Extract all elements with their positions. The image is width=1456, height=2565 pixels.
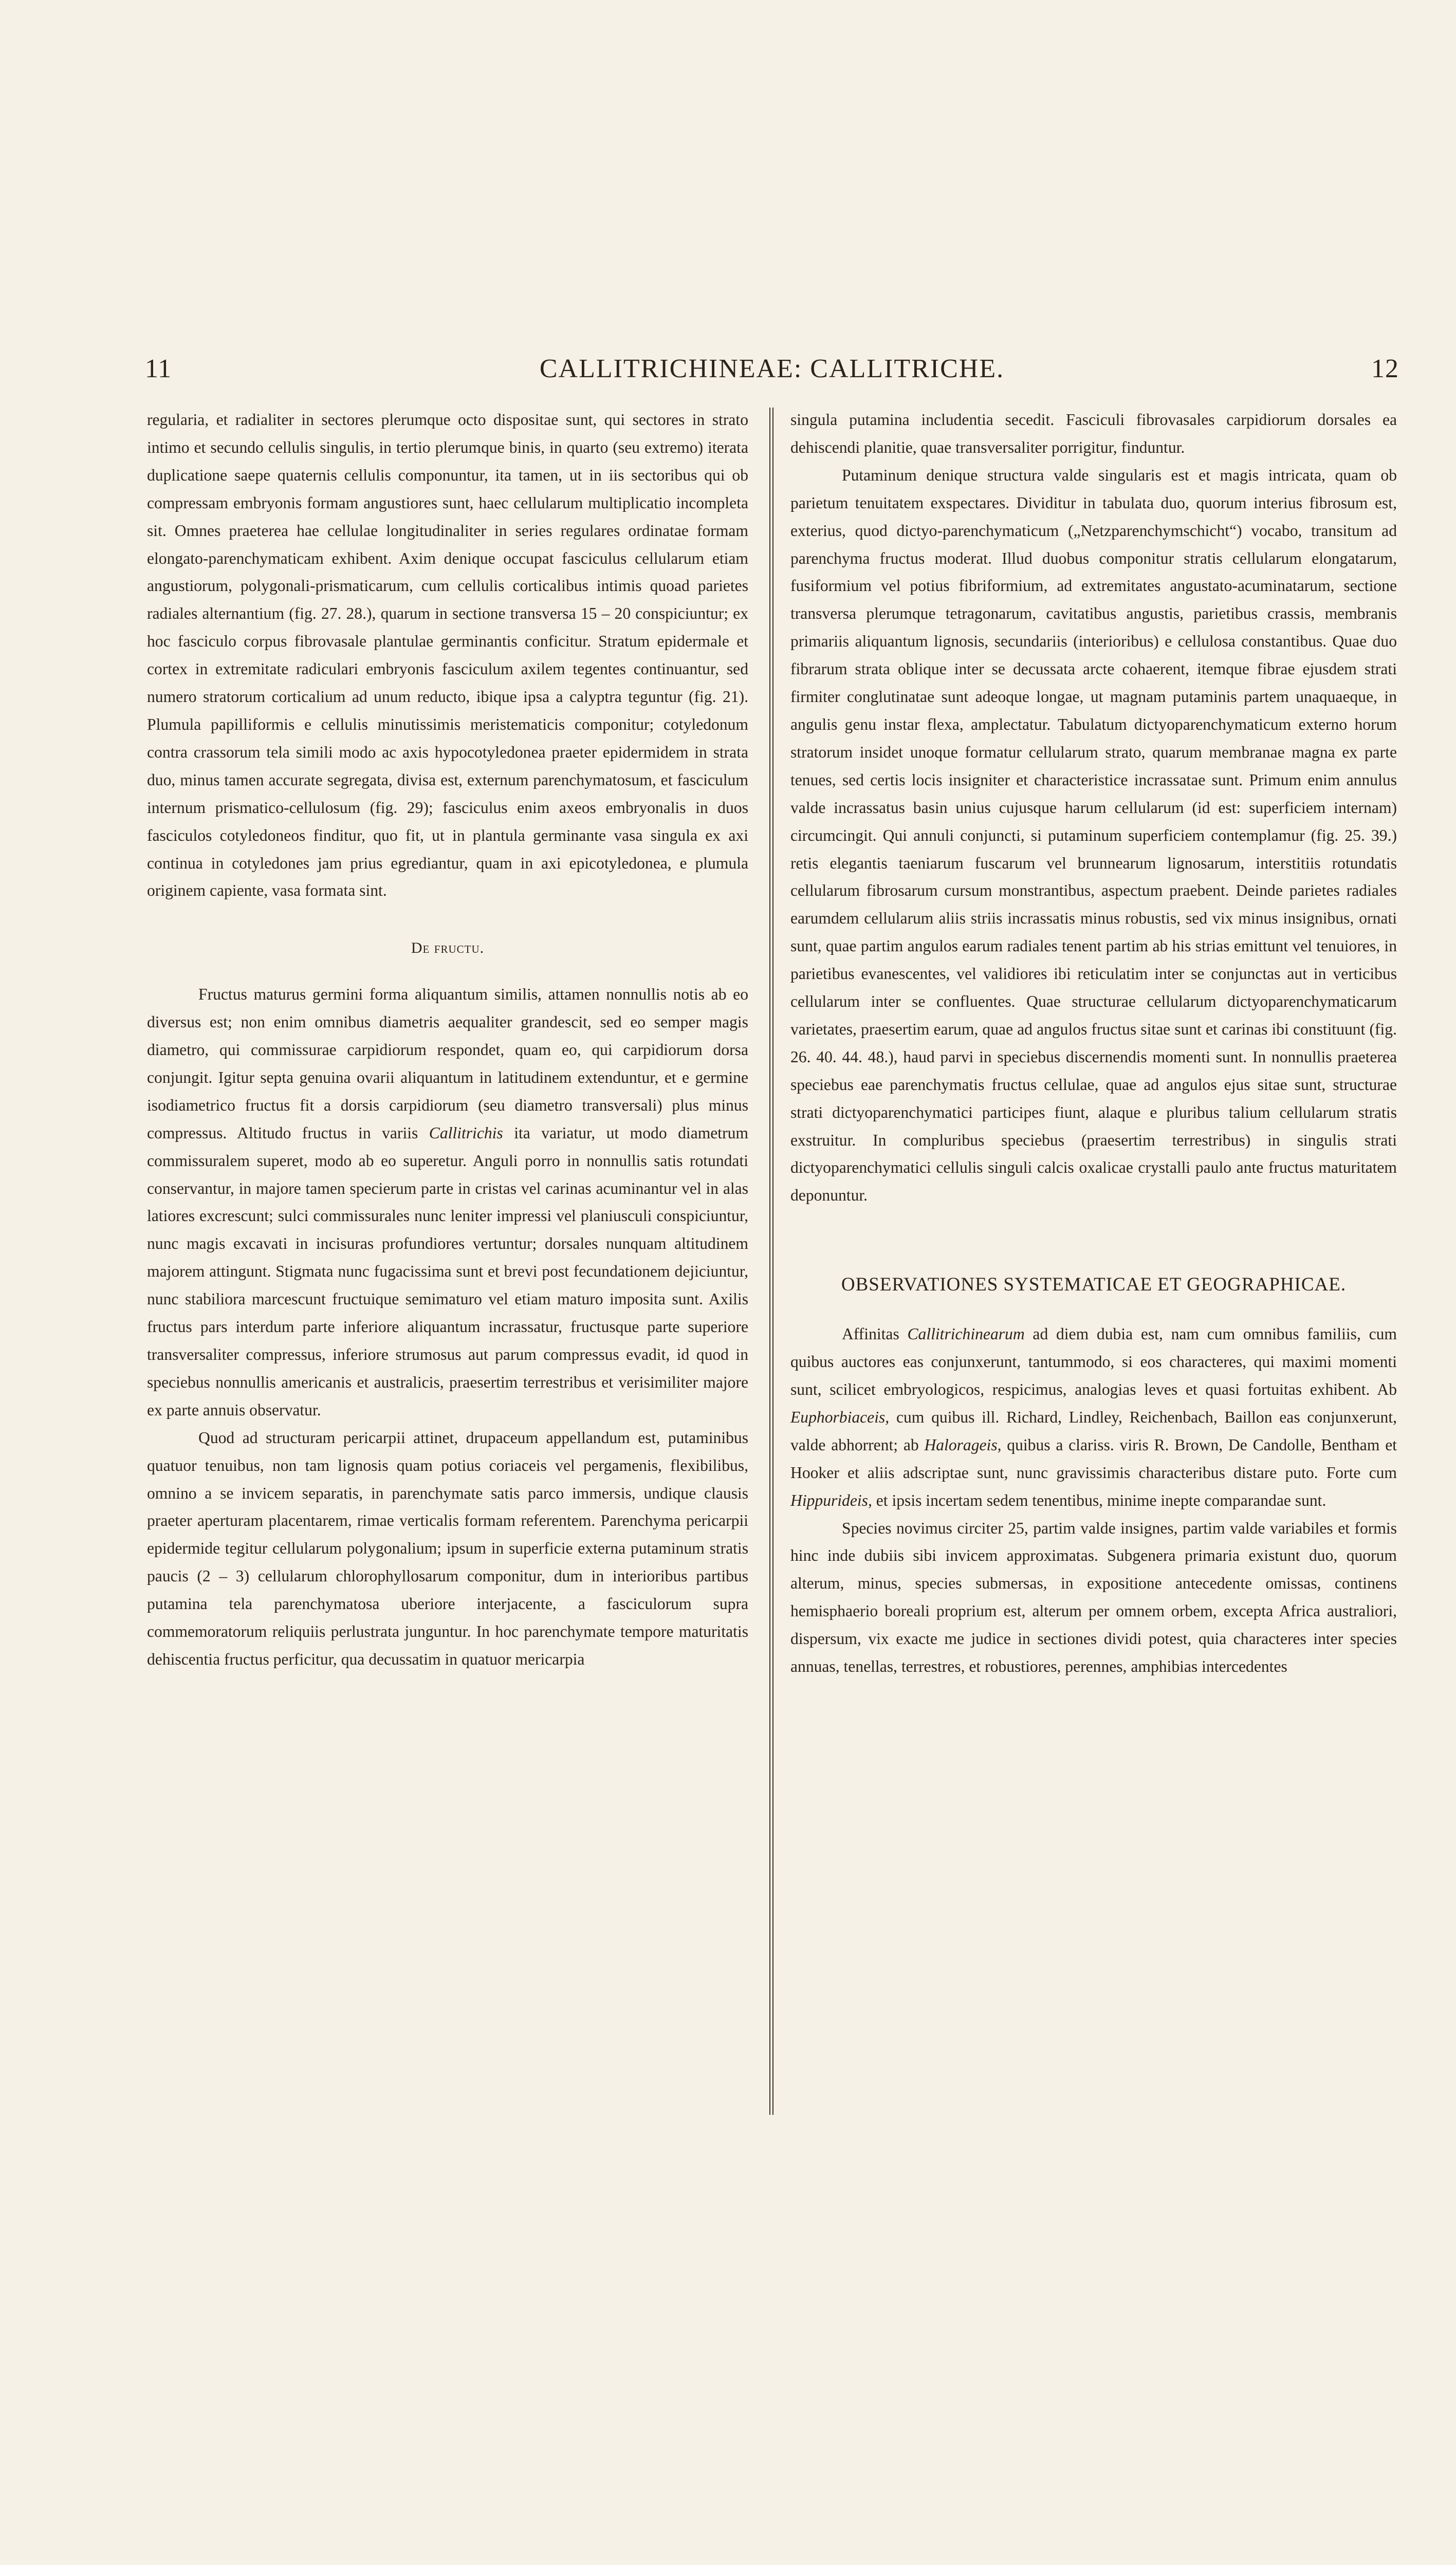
section-heading-observationes: OBSERVATIONES SYSTEMATICAE ET GEOGRAPHICAE. [841, 1274, 1347, 1296]
paragraph-affinitas [790, 1320, 1397, 1514]
text-run: Fructus maturus germini forma aliquantum similis, attamen nonnullis notis ab eo diversus est; non enim omnibus diametris aequaliter grandescit, sed eo semper magis diametro, qui commissurae carpidiorum respondet, quam eo, qui carpidiorum dorsa conjungit. Igitur septa genuina ovarii aliquantum in latitudinem extenduntur, et e germine isodiametrico fructus fit a dorsis carpidiorum (seu diametro transversali) plus minus compressus. Altitudo fructus in variis [147, 985, 748, 1142]
text-run: quibus a clariss. viris R. Brown, De Candolle, Bentham et Hooker et aliis adscriptae sunt, nunc gravissimis characteribus distare puto. Forte cum [790, 1435, 1397, 1482]
page-number-right: 12 [1371, 354, 1399, 383]
text-run: et ipsis incertam sedem tenentibus, minime inepte comparandae sunt. [872, 1491, 1326, 1509]
column-divider [769, 408, 773, 2115]
text-run: ad diem dubia est, nam cum omnibus familiis, cum quibus auctores eas conjunxerunt, tantummodo, si eos characteres, qui maximi momenti sunt, scilicet embryologicos, respicimus, analogias leves et quasi fortuitas exhibent. Ab [790, 1325, 1397, 1398]
left-column [147, 406, 748, 1673]
running-title: CALLITRICHINEAE: CALLITRICHE. [539, 354, 1005, 383]
paragraph-embryo-structure: regularia, et radialiter in sectores plerumque octo dispositae sunt, qui sectores in strato intimo et secundo cellulis singulis, in tertio plerumque binis, in quarto (seu extremo) iterata duplicatione saepe quaternis cellulis componuntur, ita tamen, ut in iis sectoribus qui ob compressam embryonis formam angustiores sunt, haec cellularum multiplicatio incompleta sit. Omnes praeterea hae cellulae longitudinaliter in series regulares ordinatae formam elongato-parenchymaticam exhibent. Axim denique occupat fasciculus cellularum etiam angustiorum, polygonali-prismaticarum, cum cellulis corticalibus intimis quoad parietes radiales alternantium (fig. 27. 28.), quarum in sectione transversa 15 – 20 conspiciuntur; ex hoc fasciculo corpus fibrovasale plantulae germinantis conficitur. Stratum epidermale et cortex in extremitate radiculari embryonis fasciculum axilem tegentes continuantur, sed numero stratorum corticalium ad unum reducto, ibique ipsa a calyptra teguntur (fig. 21). Plumula papilliformis e cellulis minutissimis meristematicis componitur; cotyledonum contra crassorum tela simili modo ac axis hypocotyledonea praeter epidermidem in strata duo, minus tamen accurate segregata, divisa est, externum parenchymatosum, et fasciculum internum prismatico-cellulosum (fig. 29); fasciculus enim axeos embryonalis in duos fasciculos cotyledoneos finditur, quo fit, ut in plantula germinante vasa singula ex axi continua in cotyledones jam prius egrediantur, quam in axi epicotyledonea, e plumula originem capiente, vasa formata sint. [147, 411, 748, 900]
section-heading-de-fructu: De fructu. [411, 939, 485, 957]
italic-taxon: Halorageis, [924, 1435, 1002, 1454]
italic-taxon: Hippurideis, [790, 1491, 872, 1509]
paragraph-mericarpia: singula putamina includentia secedit. Fasciculi fibrovasales carpidiorum dorsales ea dehiscendi planitie, quae transversaliter porrigitur, finduntur. [790, 411, 1397, 456]
text-run: Affinitas [842, 1325, 908, 1343]
italic-taxon: Euphorbiaceis, [790, 1408, 890, 1426]
paragraph-putamina: Putaminum denique structura valde singularis est et magis intricata, quam ob parietum tenuitatem exspectares. Dividitur in tabulata duo, quorum interius fibrosum est, exterius, quod dictyo-parenchymaticum („Netzparenchymschicht“) vocabo, transitum ad parenchyma fructus moderat. Illud duobus componitur stratis cellularum elongatarum, fusiformium vel potius fibriformium, ad extremitates angustato-acuminatarum, sectione transversa plerumque tetragonarum, cavitatibus angustis, parietibus crassis, membranis primariis aliquantum lignosis, secundariis (interioribus) e cellulosa constantibus. Quae duo fibrarum strata oblique inter se decussata arcte cohaerent, itemque fibrae ejusdem strati firmiter conglutinatae sunt adeoque longae, ut magnam putaminis partem unaquaeque, in angulis genu instar flexa, amplectatur. Tabulatum dictyoparenchymaticum externo horum stratorum insidet unoque formatur cellularum strato, quarum membranae magna ex parte tenues, sed certis locis insigniter et characteristice incrassatae sunt. Primum enim annulus valde incrassatus basin unius cujusque harum cellularum (id est: superficiem internam) circumcingit. Qui annuli conjuncti, si putaminum superficiem contemplamur (fig. 25. 39.) retis elegantis taeniarum fuscarum vel brunnearum lignosarum, interstitiis rotundatis cellularum fibrosarum cursum monstrantibus, aspectum praebent. Deinde parietes radiales earumdem cellularum aliis striis incrassatis minus robustis, sed vix minus insignibus, ornati sunt, quae partim angulos earum radiales tenent partim ab his strias emittunt vel tenuiores, in parietibus evanescentes, vel validiores ibi reticulatim inter se conjunctas aut in verticibus cellularum inter se confluentes. Quae structurae cellularum dictyoparenchymaticarum varietates, praesertim earum, quae ad angulos fructus sitae sunt et carinas ibi constituunt (fig. 26. 40. 44. 48.), haud parvi in speciebus discernendis momenti sunt. In nonnullis praeterea speciebus eae parenchymatis fructus cellulae, quae ad angulos ejus sitae sunt, structurae strati dictyoparenchymatici participes fiunt, alaque e pluribus talium cellularum stratis exstruitur. In compluribus speciebus (praesertim terrestribus) in singulis strati dictyoparenchymatici cellulis singuli calcis oxalicae crystalli paulo ante fructus maturitatem deponuntur. [790, 466, 1397, 1205]
paragraph-pericarp: Quod ad structuram pericarpii attinet, drupaceum appellandum est, putaminibus quatuor tenuibus, non tam lignosis quam potius coriaceis vel pergamenis, flexibilibus, omnino a se invicem separatis, in parenchymate satis parco immersis, undique clausis praeter aperturam placentarem, rimae verticalis formam referentem. Parenchyma pericarpii epidermide tegitur cellularum polygonalium; ipsum in superficie externa putaminum stratis paucis (2 – 3) cellularum chlorophyllosarum componitur, dum in interioribus partibus putamina tela parenchymatosa uberiore interjacente, a fasciculorum supra commemoratorum reliquiis perlustrata junguntur. In hoc parenchymate tempore maturitatis dehiscentia fructus perficitur, qua decussatim in quatuor mericarpia [147, 1428, 748, 1668]
italic-taxon: Callitrichis [429, 1123, 503, 1142]
text-run: ita variatur, ut modo diametrum commissuralem superet, modo ab eo superetur. Anguli porro in nonnullis satis rotundati conservantur, in majore tamen specierum parte in cristas vel carinas acuminantur vel in alas latiores excrescunt; sulci commissurales nunc leniter impressi vel planiusculi conspiciuntur, nunc magis excavati in incisuras profundiores vertuntur; dorsales nunquam altitudinem majorem attingunt. Stigmata nunc fugacissima sunt et brevi post fecundationem dejiciuntur, nunc stabiliora marcescunt fructuique semimaturo vel etiam maturo imposita sunt. Axilis fructus pars interdum parte inferiore aliquantum incrassatur, fructusque parte superiore transversaliter compressus, inferiore strumosus aut parum compressus evadit, id quod in speciebus nonnullis americanis et australicis, praesertim terrestribus et verisimiliter majore ex parte annuis observatur. [147, 1123, 748, 1419]
paragraph-species: Species novimus circiter 25, partim valde insignes, partim valde variabiles et formis hinc inde dubiis sibi invicem approximatas. Subgenera primaria existunt duo, quorum alterum, minus, species submersas, in expositione antecedente omissas, continens hemisphaerio boreali proprium est, alterum per omnem orbem, excepta Africa australiori, dispersum, vix exacte me judice in sectiones dividi potest, quia characteres inter species annuas, tenellas, terrestres, et robustiores, perennes, amphibias intercedentes [790, 1519, 1397, 1676]
page-number-left: 11 [145, 354, 172, 383]
text-run: cum quibus ill. Richard, Lindley, Reichenbach, Baillon eas conjunxerunt, valde abhorrent; ab [790, 1408, 1397, 1454]
right-column [790, 406, 1397, 1681]
italic-taxon: Callitrichinearum [907, 1325, 1025, 1343]
running-head [145, 348, 1399, 390]
paragraph-fructus-maturus [147, 981, 748, 1424]
